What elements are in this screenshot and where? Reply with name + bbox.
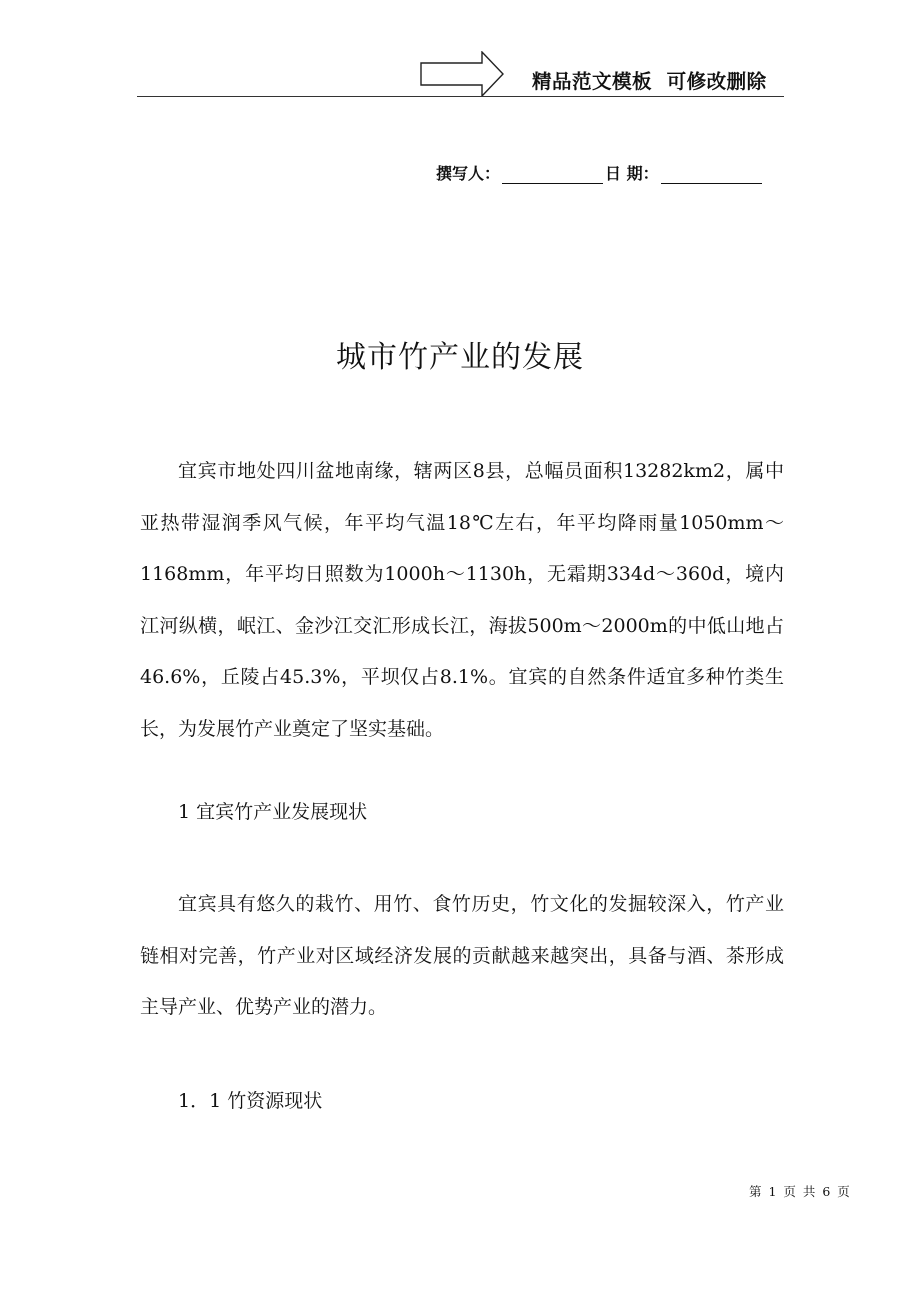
template-banner: 精品范文模板 可修改删除 [532, 70, 767, 93]
date-label: 日 期： [605, 164, 659, 183]
intro-paragraph: 宜宾市地处四川盆地南缘，辖两区8县，总幅员面积13282km2，属中亚热带湿润季风气候，年平均气温18℃左右，年平均降雨量1050mm～1168mm，年平均日照数为1000h～1130h，无霜期334d～360d，境内江河纵横，岷江、金沙江交汇形成长江，海拔500m～2000m的中低山地占46.6%，丘陵占45.3%，平坝仅占8.1%。宜宾的自然条件适宜多种竹类生长，为发展竹产业奠定了坚实基础。 [140, 460, 784, 740]
section-heading-1-1: 1．1 竹资源现状 [178, 1090, 323, 1112]
author-label: 撰写人： [436, 164, 501, 183]
arrow-right-icon [420, 51, 504, 97]
section-1-paragraph: 宜宾具有悠久的栽竹、用竹、食竹历史，竹文化的发掘较深入，竹产业链相对完善，竹产业对区域经济发展的贡献越来越突出，具备与酒、茶形成主导产业、优势产业的潜力。 [140, 893, 784, 1018]
page-number: 第 1 页 共 6 页 [749, 1184, 850, 1199]
author-blank [502, 165, 603, 184]
author-date-line [436, 161, 764, 184]
date-blank [661, 165, 762, 184]
header-divider [137, 96, 784, 97]
section-heading-1: 1 宜宾竹产业发展现状 [178, 801, 368, 823]
document-title: 城市竹产业的发展 [336, 340, 584, 375]
